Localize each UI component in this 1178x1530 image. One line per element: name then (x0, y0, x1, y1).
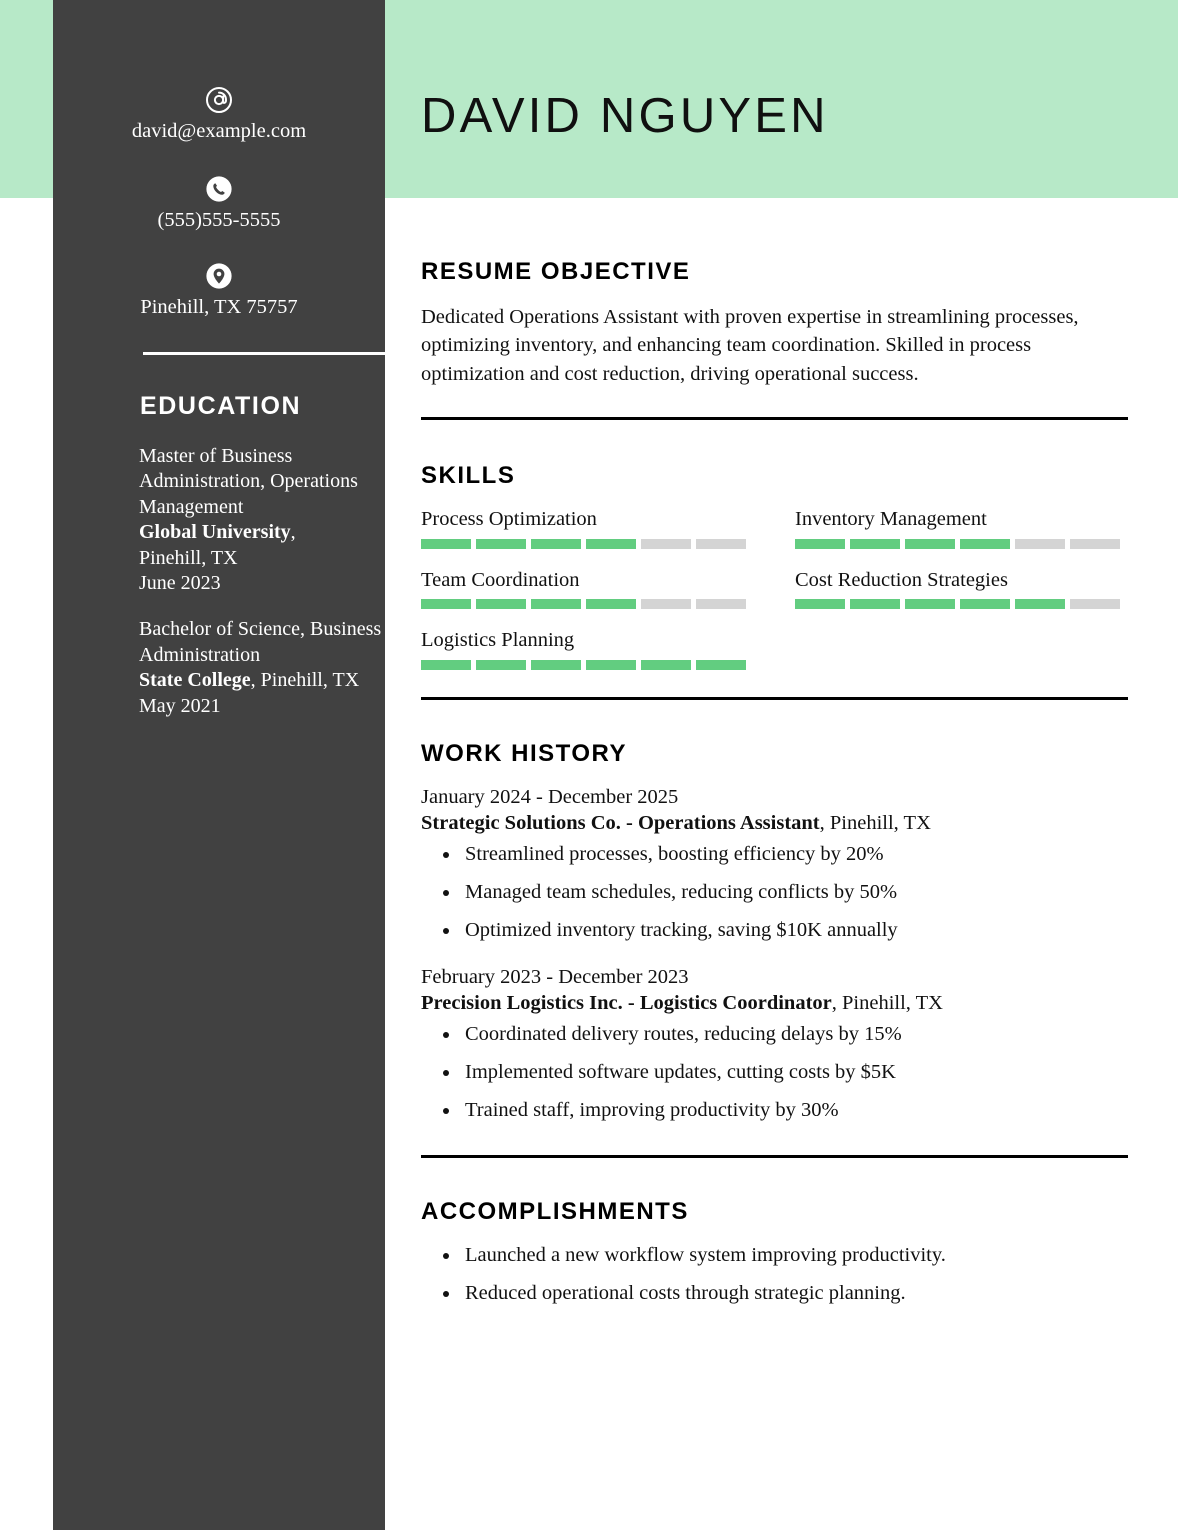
job-dates: February 2023 - December 2023 (421, 966, 689, 989)
skill-rating-segment (696, 539, 746, 549)
contact-location[interactable] (53, 262, 385, 320)
skill-rating-segment (421, 539, 471, 549)
skill-rating-segment (1015, 599, 1065, 609)
accomplishment-bullet: • Launched a new workflow system improving productivity. (461, 1243, 1128, 1269)
education-degree: Master of Business Administration, Operations Management (139, 445, 358, 518)
skill-item (421, 507, 754, 549)
section-divider (421, 697, 1128, 700)
sidebar (53, 0, 385, 1530)
skill-rating-segment (641, 539, 691, 549)
skill-rating-segment (696, 599, 746, 609)
job-bullets (421, 1022, 1128, 1123)
skill-rating-segment (960, 599, 1010, 609)
map-pin-icon (205, 262, 233, 290)
skill-rating-bar (795, 599, 1128, 609)
job-title-line (421, 991, 1128, 1017)
section-resume-objective (421, 258, 1128, 388)
skill-rating-segment (476, 660, 526, 670)
education-date: May 2021 (139, 694, 221, 717)
job-dates: January 2024 - December 2025 (421, 786, 679, 808)
section-skills (421, 462, 1128, 689)
skill-item (421, 568, 754, 610)
skill-item (795, 507, 1128, 549)
skill-rating-segment (531, 599, 581, 609)
education-school: Global University (139, 521, 291, 544)
skill-item (421, 628, 754, 670)
education-date: June 2023 (139, 571, 221, 594)
skill-rating-segment (476, 599, 526, 609)
education-school-suffix: , Pinehill, TX (250, 669, 360, 692)
skill-rating-segment (850, 599, 900, 609)
job-location: , Pinehill, TX (831, 991, 943, 1014)
job-company-role: Strategic Solutions Co. - Operations Assistant (421, 811, 820, 834)
job-bullet: • Optimized inventory tracking, saving $10K annually (461, 918, 1128, 944)
contact-location-value: Pinehill, TX 75757 (140, 296, 298, 318)
section-divider (421, 417, 1128, 420)
contact-phone[interactable] (53, 175, 385, 233)
contact-email[interactable] (53, 86, 385, 144)
education-list (139, 444, 419, 740)
job-title-line (421, 811, 1128, 837)
education-school: State College (139, 669, 251, 692)
skill-rating-segment (421, 660, 471, 670)
skill-rating-segment (1015, 539, 1065, 549)
skill-rating-segment (641, 599, 691, 609)
skill-rating-segment (641, 660, 691, 670)
skill-label: Cost Reduction Strategies (795, 568, 1008, 591)
skill-rating-bar (421, 660, 754, 670)
skill-rating-segment (960, 539, 1010, 549)
job-entry (421, 785, 1128, 943)
skill-rating-segment (795, 599, 845, 609)
skill-rating-segment (586, 539, 636, 549)
skill-label: Inventory Management (795, 508, 987, 530)
skill-rating-segment (1070, 539, 1120, 549)
section-work-history (421, 740, 1128, 1145)
education-entry (139, 617, 419, 719)
job-bullet: • Implemented software updates, cutting costs by $5K (461, 1060, 1128, 1086)
job-company-role: Precision Logistics Inc. - Logistics Coordinator (421, 991, 832, 1014)
contact-email-value: david@example.com (131, 120, 307, 142)
at-sign-icon (205, 86, 233, 114)
skill-rating-bar (421, 539, 754, 549)
accomplishments-heading: ACCOMPLISHMENTS (421, 1198, 689, 1225)
job-entry (421, 965, 1128, 1123)
work-history-heading: WORK HISTORY (421, 740, 628, 767)
job-location: , Pinehill, TX (819, 811, 931, 834)
skill-rating-segment (531, 660, 581, 670)
accomplishments-list (421, 1243, 1128, 1306)
skill-item (795, 568, 1128, 610)
skill-rating-segment (476, 539, 526, 549)
skill-rating-segment (905, 599, 955, 609)
sidebar-divider (143, 352, 433, 355)
skills-heading: SKILLS (421, 462, 516, 489)
skill-rating-segment (905, 539, 955, 549)
objective-text: Dedicated Operations Assistant with proven expertise in streamlining processes, optimizing inventory, and enhancing team coordination. Skilled in process optimization and cost reduction, driving operational success. (421, 306, 1079, 385)
skill-label: Logistics Planning (421, 629, 575, 652)
skill-rating-segment (586, 660, 636, 670)
skill-rating-segment (795, 539, 845, 549)
skill-rating-segment (1070, 599, 1120, 609)
skills-grid (421, 507, 1128, 689)
skill-rating-segment (586, 599, 636, 609)
skill-label: Process Optimization (421, 508, 597, 530)
objective-heading: RESUME OBJECTIVE (421, 258, 691, 285)
skill-rating-segment (421, 599, 471, 609)
job-bullets (421, 842, 1128, 943)
section-divider (421, 1155, 1128, 1158)
accomplishment-bullet: • Reduced operational costs through strategic planning. (461, 1281, 1128, 1307)
skill-rating-bar (795, 539, 1128, 549)
job-bullet: • Trained staff, improving productivity by 30% (461, 1098, 1128, 1124)
education-heading: EDUCATION (140, 392, 302, 420)
skill-label: Team Coordination (421, 568, 580, 591)
education-degree: Bachelor of Science, Business Administration (139, 618, 382, 666)
phone-icon (205, 175, 233, 203)
education-school-suffix: , (290, 521, 296, 544)
job-bullet: • Coordinated delivery routes, reducing delays by 15% (461, 1022, 1128, 1048)
section-accomplishments (421, 1198, 1128, 1306)
education-location: Pinehill, TX (139, 546, 238, 569)
skill-rating-bar (421, 599, 754, 609)
skill-rating-segment (696, 660, 746, 670)
skill-rating-segment (531, 539, 581, 549)
skill-rating-segment (850, 539, 900, 549)
education-entry (139, 444, 419, 596)
jobs-list (421, 785, 1128, 1123)
contact-phone-value: (555)555-5555 (157, 209, 281, 231)
job-bullet: • Managed team schedules, reducing conflicts by 50% (461, 880, 1128, 906)
page-title: DAVID NGUYEN (421, 89, 829, 143)
job-bullet: • Streamlined processes, boosting efficiency by 20% (461, 842, 1128, 868)
